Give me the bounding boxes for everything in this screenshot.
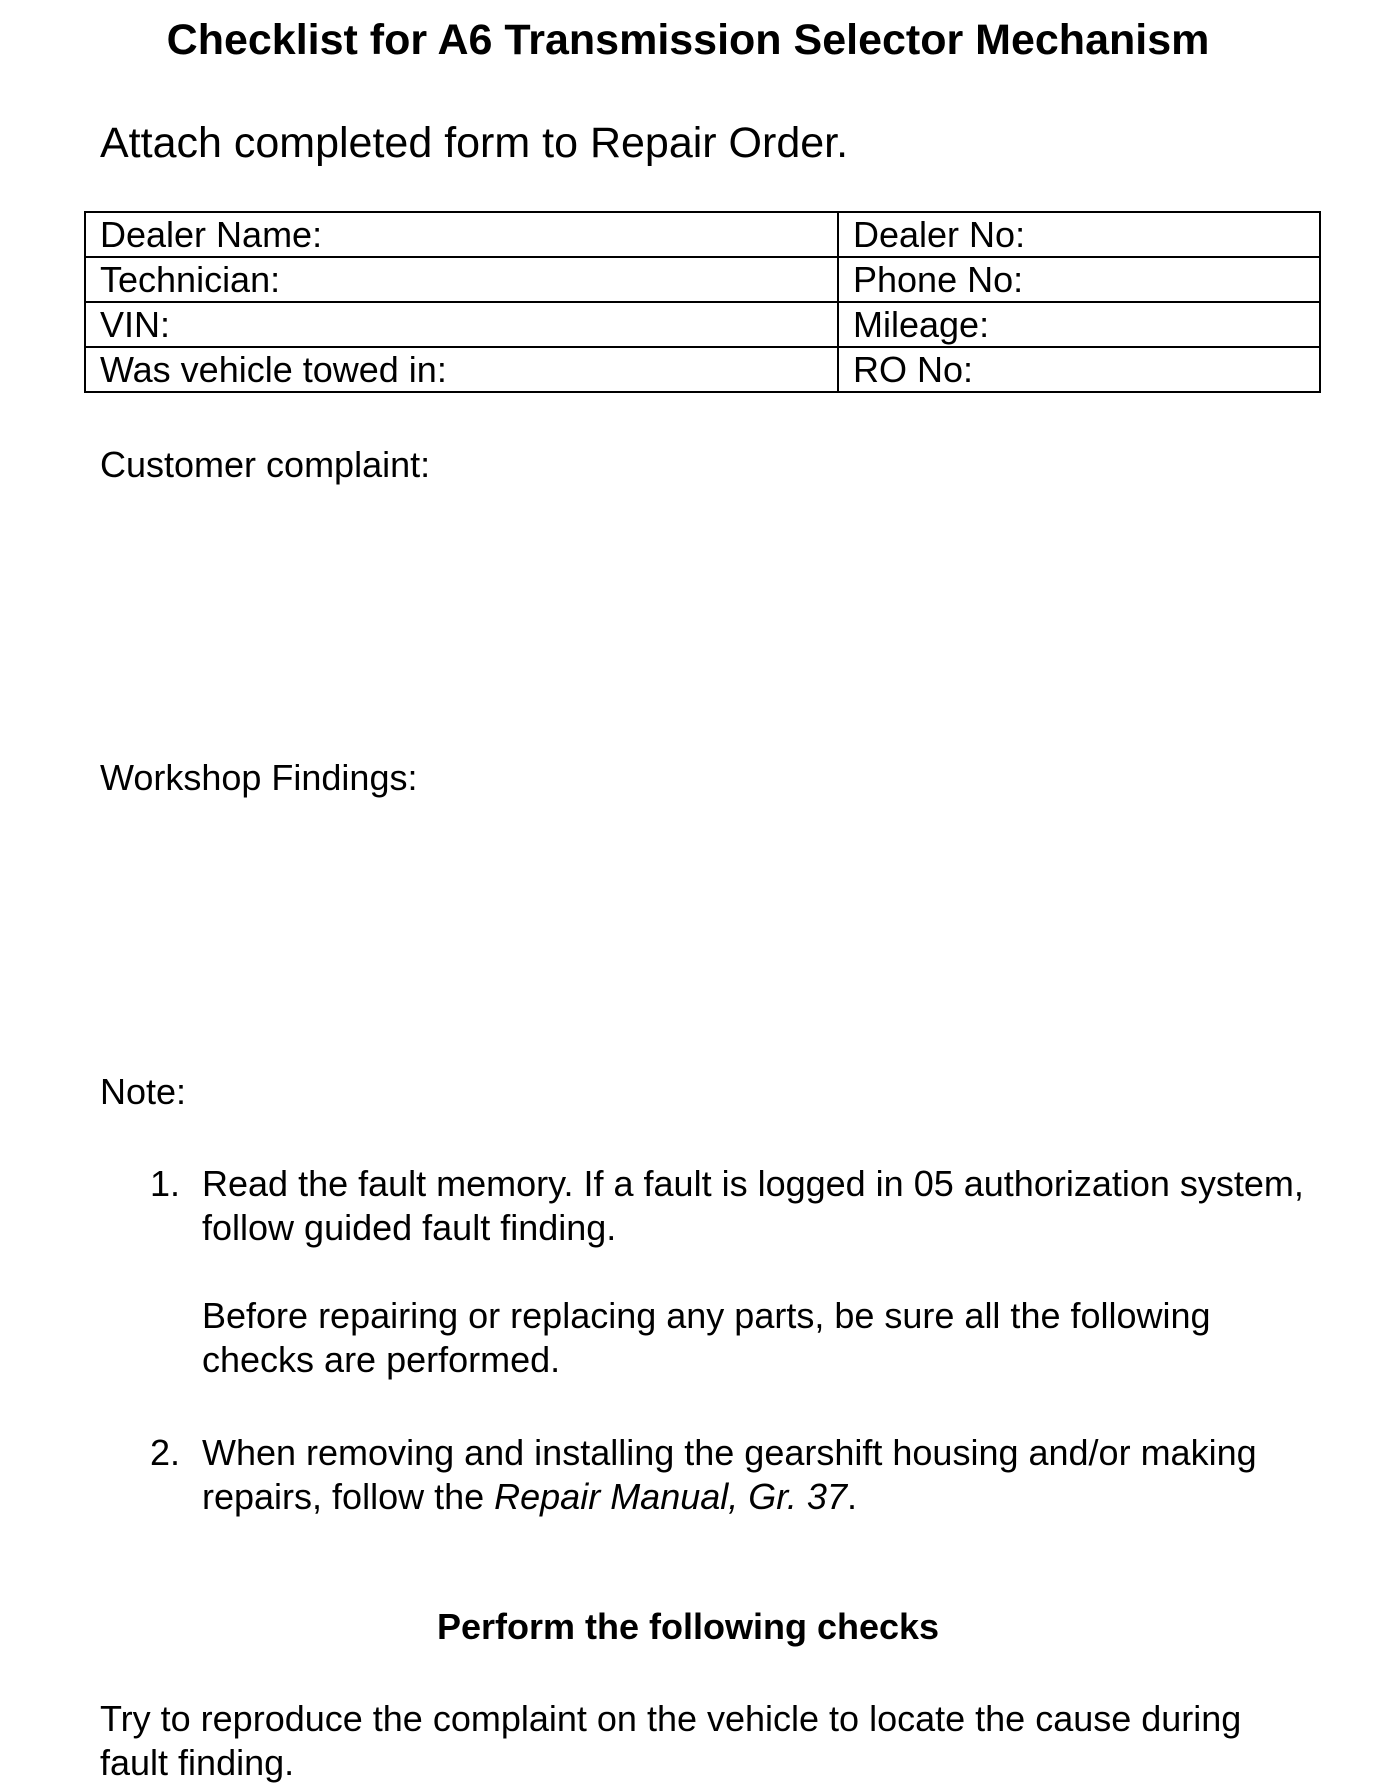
table-row [85,257,1320,302]
page-title: Checklist for A6 Transmission Selector Mechanism [166,16,1210,64]
checks-heading: Perform the following checks [436,1606,940,1647]
mileage-field: Mileage: [838,302,1320,347]
dealer-no-field: Dealer No: [838,212,1320,257]
workshop-findings-label: Workshop Findings: [100,757,418,798]
phone-no-field: Phone No: [838,257,1320,302]
note-number: 2. [150,1432,181,1473]
note-paragraph [202,1431,1310,1519]
note-text-end: . [846,1476,857,1517]
closing-paragraph: Try to reproduce the complaint on the vehicle to locate the cause during fault finding. [100,1698,1242,1783]
ro-no-field: RO No: [838,347,1320,392]
table-row [85,347,1320,392]
note-item-2 [150,1431,1310,1519]
towed-in-field: Was vehicle towed in: [85,347,838,392]
table-row [85,212,1320,257]
dealer-name-field: Dealer Name: [85,212,838,257]
note-paragraph: Before repairing or replacing any parts, be sure all the following checks are performed. [202,1295,1211,1380]
vin-field: VIN: [85,302,838,347]
customer-complaint-label: Customer complaint: [100,444,431,485]
attach-instruction: Attach completed form to Repair Order. [100,119,849,167]
note-text: When removing and installing the gearshift housing and/or making repairs, follow the [202,1432,1257,1517]
note-number: 1. [150,1163,181,1204]
dealer-info-table [84,211,1321,393]
note-paragraph: Read the fault memory. If a fault is logged in 05 authorization system, follow guided fault finding. [202,1163,1304,1248]
note-item-1 [150,1162,1310,1382]
repair-manual-reference: Repair Manual, Gr. 37 [494,1476,847,1517]
technician-field: Technician: [85,257,838,302]
table-row [85,302,1320,347]
note-label: Note: [100,1071,187,1112]
